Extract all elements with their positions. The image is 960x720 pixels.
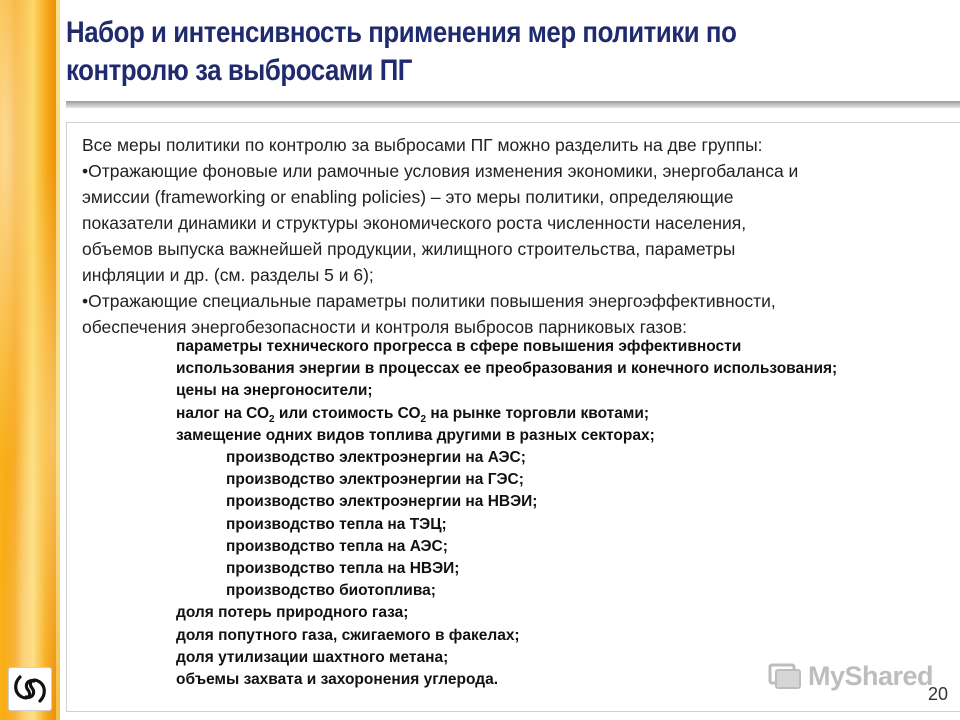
- list-item: доля попутного газа, сжигаемого в факелах;: [176, 626, 520, 644]
- intro-line: инфляции и др. (см. разделы 5 и 6);: [82, 265, 374, 285]
- sub-list-item: производство электроэнергии на НВЭИ;: [226, 493, 538, 511]
- myshared-logo-icon: [768, 661, 802, 691]
- watermark: [768, 656, 933, 696]
- co2-subscript: 2: [420, 413, 427, 425]
- slide-title: [66, 14, 946, 104]
- list-item: объемы захвата и захоронения углерода.: [176, 671, 499, 689]
- list-item: замещение одних видов топлива другими в разных секторах;: [176, 426, 655, 444]
- co2-subscript: 2: [269, 413, 275, 425]
- co2-text-b: или стоимость СО: [274, 404, 421, 422]
- intro-line: эмиссии (frameworking or enabling policies) – это меры политики, определяющие: [82, 187, 734, 207]
- sub-list-item: производство тепла на АЭС;: [226, 537, 448, 555]
- title-line-1: Набор и интенсивность применения мер политики по: [66, 16, 737, 49]
- title-line-2: контролю за выбросами ПГ: [66, 54, 413, 87]
- sub-list-item: производство тепла на ТЭЦ;: [226, 515, 447, 533]
- list-item: доля потерь природного газа;: [176, 604, 409, 622]
- watermark-text: MyShared: [808, 660, 934, 691]
- page-number: 20: [928, 684, 949, 704]
- co2-text-a: налог на СО: [176, 404, 270, 422]
- list-item: цены на энергоносители;: [176, 382, 373, 400]
- intro-line: объемов выпуска важнейшей продукции, жилищного строительства, параметры: [82, 239, 736, 259]
- sub-list-item: производство тепла на НВЭИ;: [226, 560, 460, 578]
- intro-line: показатели динамики и структуры экономического роста численности населения,: [82, 213, 747, 233]
- company-logo-icon: [8, 667, 52, 711]
- intro-line: •Отражающие специальные параметры политики повышения энергоэффективности,: [82, 291, 776, 311]
- intro-line: •Отражающие фоновые или рамочные условия изменения экономики, энергобаланса и: [82, 161, 799, 181]
- title-divider: [66, 101, 960, 108]
- sub-list-item: производство электроэнергии на АЭС;: [226, 449, 526, 467]
- decorative-swirl: [0, 0, 60, 720]
- intro-line: Все меры политики по контролю за выбросами ПГ можно разделить на две группы:: [82, 135, 763, 155]
- intro-text: [82, 132, 960, 340]
- measures-list: [176, 336, 960, 691]
- list-item: параметры технического прогресса в сфере повышения эффективности: [176, 338, 742, 355]
- list-item-co2: [176, 403, 960, 425]
- intro-line: обеспечения энергобезопасности и контроля выбросов парниковых газов:: [82, 317, 688, 337]
- co2-text-c: на рынке торговли квотами;: [426, 404, 650, 422]
- sub-list-item: производство электроэнергии на ГЭС;: [226, 471, 524, 489]
- list-item: использования энергии в процессах ее преобразования и конечного использования;: [176, 360, 838, 378]
- list-item: доля утилизации шахтного метана;: [176, 648, 449, 666]
- sub-list-item: производство биотоплива;: [226, 582, 436, 600]
